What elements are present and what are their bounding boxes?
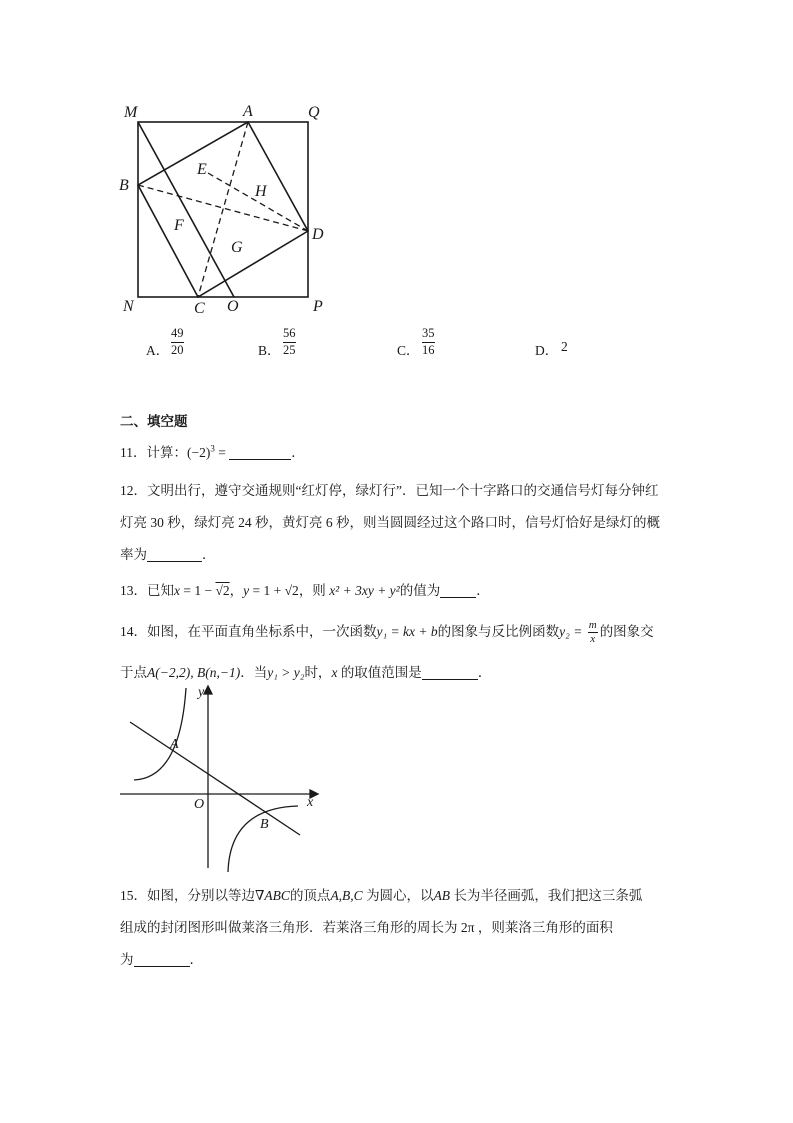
q13-p2: ，则	[298, 583, 330, 598]
label-a: A	[243, 103, 253, 120]
question-13	[120, 579, 490, 599]
q12-end: ．	[202, 547, 216, 562]
q14-p4: 于点	[120, 665, 147, 680]
q12-answer-blank[interactable]	[147, 547, 202, 562]
q13-p1: 13．已知	[120, 583, 174, 598]
q15-line2: 组成的封闭图形叫做莱洛三角形．若莱洛三角形的周长为 2π ，则莱洛三角形的面积	[120, 920, 613, 935]
q13-eq1: = 1 −	[180, 583, 216, 598]
label-b: B	[119, 177, 129, 194]
q14-fraction-m-over-x	[588, 620, 598, 645]
option-b-letter: B．	[258, 343, 281, 358]
segment-bd	[138, 185, 308, 231]
square-figure	[110, 95, 350, 325]
option-b-fraction	[283, 327, 296, 357]
coordinate-figure	[110, 682, 330, 872]
q12-line1: 12．文明出行，遵守交通规则“红灯停，绿灯行”．已知一个十字路口的交通信号灯每分钟红	[120, 483, 659, 498]
option-a-numerator: 49	[171, 326, 184, 340]
option-c-denominator: 16	[422, 343, 435, 357]
q15-answer-blank[interactable]	[134, 952, 190, 967]
q14-linear-function: y₁ = kx + b	[376, 624, 438, 639]
label-d: D	[312, 226, 324, 243]
option-c-numerator: 35	[422, 326, 435, 340]
segment-ed	[208, 173, 308, 231]
q13-eq2: = 1 +	[249, 583, 285, 598]
q15-line1b: 的顶点	[289, 888, 331, 903]
q13-root2: √2	[284, 583, 299, 598]
option-c-letter: C．	[397, 343, 420, 358]
q11-end: ．	[291, 445, 305, 460]
q13-expression: x² + 3xy + y²	[329, 583, 400, 598]
q13-root1: √2	[215, 583, 230, 598]
q13-x: x	[174, 583, 180, 598]
segment-mo	[138, 122, 234, 297]
q14-line2	[120, 661, 491, 681]
q15-vertices: A,B,C	[330, 888, 363, 903]
q13-sep: ，	[229, 583, 244, 598]
q14-inverse-function-left: y₂ =	[559, 624, 586, 639]
q14-fraction-denominator: x	[590, 633, 596, 646]
q15-end: ．	[189, 952, 203, 967]
q14-x: x	[331, 665, 338, 680]
q14-answer-blank[interactable]	[422, 665, 478, 680]
linear-function-line	[130, 722, 300, 835]
q13-end: ．	[476, 583, 490, 598]
label-q: Q	[308, 104, 320, 121]
option-a-denominator: 20	[171, 343, 184, 357]
q14-p1: 14．如图，在平面直角坐标系中，一次函数	[120, 624, 377, 639]
option-d-value: 2	[561, 339, 568, 354]
label-y: y	[198, 685, 205, 700]
hyperbola-branch-upper-left	[134, 688, 186, 780]
q11-answer-blank[interactable]	[229, 445, 291, 460]
q14-p2: 的图象与反比例函数	[437, 624, 560, 639]
q13-answer-blank[interactable]	[440, 583, 476, 598]
q15-line1d: 长为半径画弧，我们把这三条弧	[450, 888, 643, 903]
label-n: N	[123, 298, 134, 315]
q15-line3	[120, 948, 203, 968]
q15-ab: AB	[433, 888, 451, 903]
question-11	[120, 441, 305, 461]
q14-p7: 的取值范围是	[337, 665, 422, 680]
label-h: H	[255, 183, 267, 200]
label-c: C	[194, 300, 205, 317]
y-axis-arrow	[204, 686, 212, 694]
q14-p5: ．当	[240, 665, 268, 680]
q12-line3	[120, 543, 216, 563]
q13-y: y	[243, 583, 250, 598]
q14-end: ．	[477, 665, 492, 680]
q14-condition: y₁ > y₂	[267, 665, 305, 680]
label-point-a: A	[170, 737, 179, 752]
section-title: 二、填空题	[120, 414, 188, 430]
q11-equals: =	[214, 445, 230, 460]
q11-expr: (−2)	[187, 445, 211, 460]
label-e: E	[197, 161, 207, 178]
q14-fraction-numerator: m	[588, 619, 597, 632]
label-o: O	[227, 298, 239, 315]
label-f: F	[174, 217, 184, 234]
q11-prefix: 11．计算：	[120, 445, 187, 460]
option-d-letter: D．	[535, 343, 559, 358]
q15-line3-text: 为	[120, 952, 134, 967]
q13-p3: 的值为	[399, 583, 441, 598]
label-point-b: B	[260, 817, 269, 832]
q12-line3-text: 率为	[120, 547, 147, 562]
q15-line1a: 15．如图，分别以等边	[120, 888, 255, 903]
q14-p6: 时，	[304, 665, 332, 680]
q14-points: A(−2,2), B(n,−1)	[147, 665, 241, 680]
option-b-denominator: 25	[283, 343, 296, 357]
hyperbola-branch-lower-right	[228, 806, 298, 872]
q15-line1c: 为圆心，以	[362, 888, 434, 903]
label-x: x	[307, 795, 314, 810]
q15-triangle: ∇ABC	[255, 888, 290, 903]
option-b-numerator: 56	[283, 326, 296, 340]
option-a-letter: A．	[146, 343, 170, 358]
q12-line2: 灯亮 30 秒，绿灯亮 24 秒，黄灯亮 6 秒，则当圆圆经过这个路口时，信号灯恰好是绿灯的概	[120, 515, 660, 530]
q11-exponent: 3	[210, 443, 215, 454]
option-c-fraction	[422, 327, 435, 357]
label-m: M	[124, 104, 138, 121]
q14-p3: 的图象交	[599, 624, 654, 639]
label-g: G	[231, 239, 243, 256]
label-origin: O	[194, 797, 205, 812]
label-p: P	[313, 298, 323, 315]
q15-line1	[120, 884, 642, 904]
q14-line1	[120, 620, 654, 645]
option-a-fraction	[171, 327, 184, 357]
